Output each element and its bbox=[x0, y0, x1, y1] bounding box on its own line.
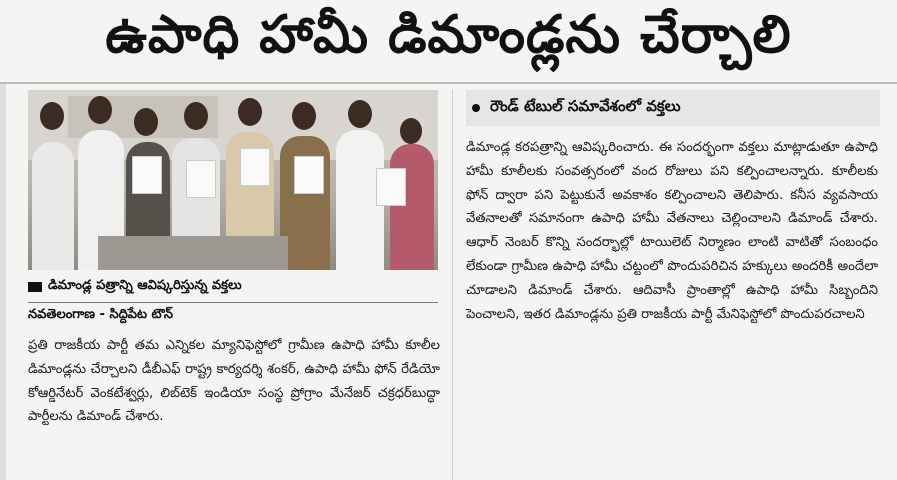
caption-marker-icon bbox=[28, 282, 42, 292]
photo-head bbox=[238, 98, 262, 126]
page-edge bbox=[0, 84, 6, 480]
left-paragraph: ప్రతి రాజకీయ పార్టీ తమ ఎన్నికల మ్యానిఫెస్టోలో గ్రామీణ ఉపాధి హామీ కూలీల డిమాండ్లను చేర్చాలని డీబీఎఫ్ రాష్ట్ర కార్యదర్శి శంకర్, ఉపాధి హామీ ఫోన్ రేడియో కోఆర్డినేటర్ వెంకటేశ్వర్లు, లిబ్‌టెక్ ఇండియా సంస్థ ప్రోగ్రాం మేనేజర్ చక్రధర్‌బుద్ధా పార్టీలను డిమాండ్ చేశారు. bbox=[28, 338, 440, 425]
photo-caption bbox=[28, 276, 438, 298]
photo-head bbox=[292, 102, 316, 130]
news-photo bbox=[28, 90, 438, 270]
photo-head bbox=[134, 108, 158, 136]
dateline: నవతెలంగాణ - సిద్దిపేట టౌన్ bbox=[28, 307, 173, 322]
held-paper bbox=[376, 168, 406, 206]
photo-person bbox=[390, 144, 434, 270]
photo-table bbox=[98, 236, 288, 270]
article-headline: ఉపాధి హామీ డిమాండ్లను చేర్చాలి bbox=[105, 4, 792, 65]
photo-head bbox=[348, 100, 372, 128]
held-paper bbox=[294, 156, 324, 194]
caption-rule bbox=[28, 302, 438, 303]
photo-person bbox=[32, 142, 74, 270]
right-paragraph: డిమాండ్ల కరపత్రాన్ని ఆవిష్కరించారు. ఈ సందర్భంగా వక్తలు మాట్లాడుతూ ఉపాధి హామీ కూలీలకు సంవత్సరంలో వంద రోజులు పని కల్పించాలన్నారు. కూలీలకు ఫోన్ ద్వారా పని పెట్టుకునే అవకాశం కల్పించాలని తెలిపారు. కనీస వ్యవసాయ వేతనాలతో సమానంగా ఉపాధి హామీ వేతనాలు చెల్లించాలని డిమాండ్ చేశారు. ఆధార్ నెంబర్ కొన్ని సందర్భాల్లో టాయిలెట్ నిర్మాణం లాంటి వాటితో సంబంధం లేకుండా గ్రామీణ ఉపాధి హామీ చట్టంలో పొందుపరిచిన హక్కులు అందరికీ అందేలా చూడాలని డిమాండ్ చేశారు. ఆదివాసీ ప్రాంతాల్లో ఉపాధి హామీ సిబ్బందిని పెంచాలని, ఇతర డిమాండ్లను ప్రతి రాజకీయ పార్టీ మేనిఫెస్టోలో పొందుపరచాలని bbox=[466, 140, 878, 322]
photo-caption-text: డిమాండ్ల పత్రాన్ని ఆవిష్కరిస్తున్న వక్తలు bbox=[48, 278, 242, 293]
subheading-text: రౌండ్ టేబుల్ సమావేశంలో వక్తలు bbox=[490, 97, 681, 115]
subheading bbox=[466, 90, 880, 126]
photo-head bbox=[400, 118, 422, 144]
photo-head bbox=[184, 102, 208, 130]
left-column-body bbox=[28, 334, 440, 429]
right-column-body bbox=[466, 136, 878, 326]
held-paper bbox=[240, 148, 270, 186]
bullet-icon bbox=[472, 104, 480, 112]
photo-head bbox=[88, 96, 112, 124]
held-paper bbox=[186, 160, 216, 198]
held-paper bbox=[132, 156, 162, 194]
photo-head bbox=[40, 102, 64, 130]
column-divider bbox=[452, 90, 453, 480]
headline-rule bbox=[0, 82, 897, 84]
